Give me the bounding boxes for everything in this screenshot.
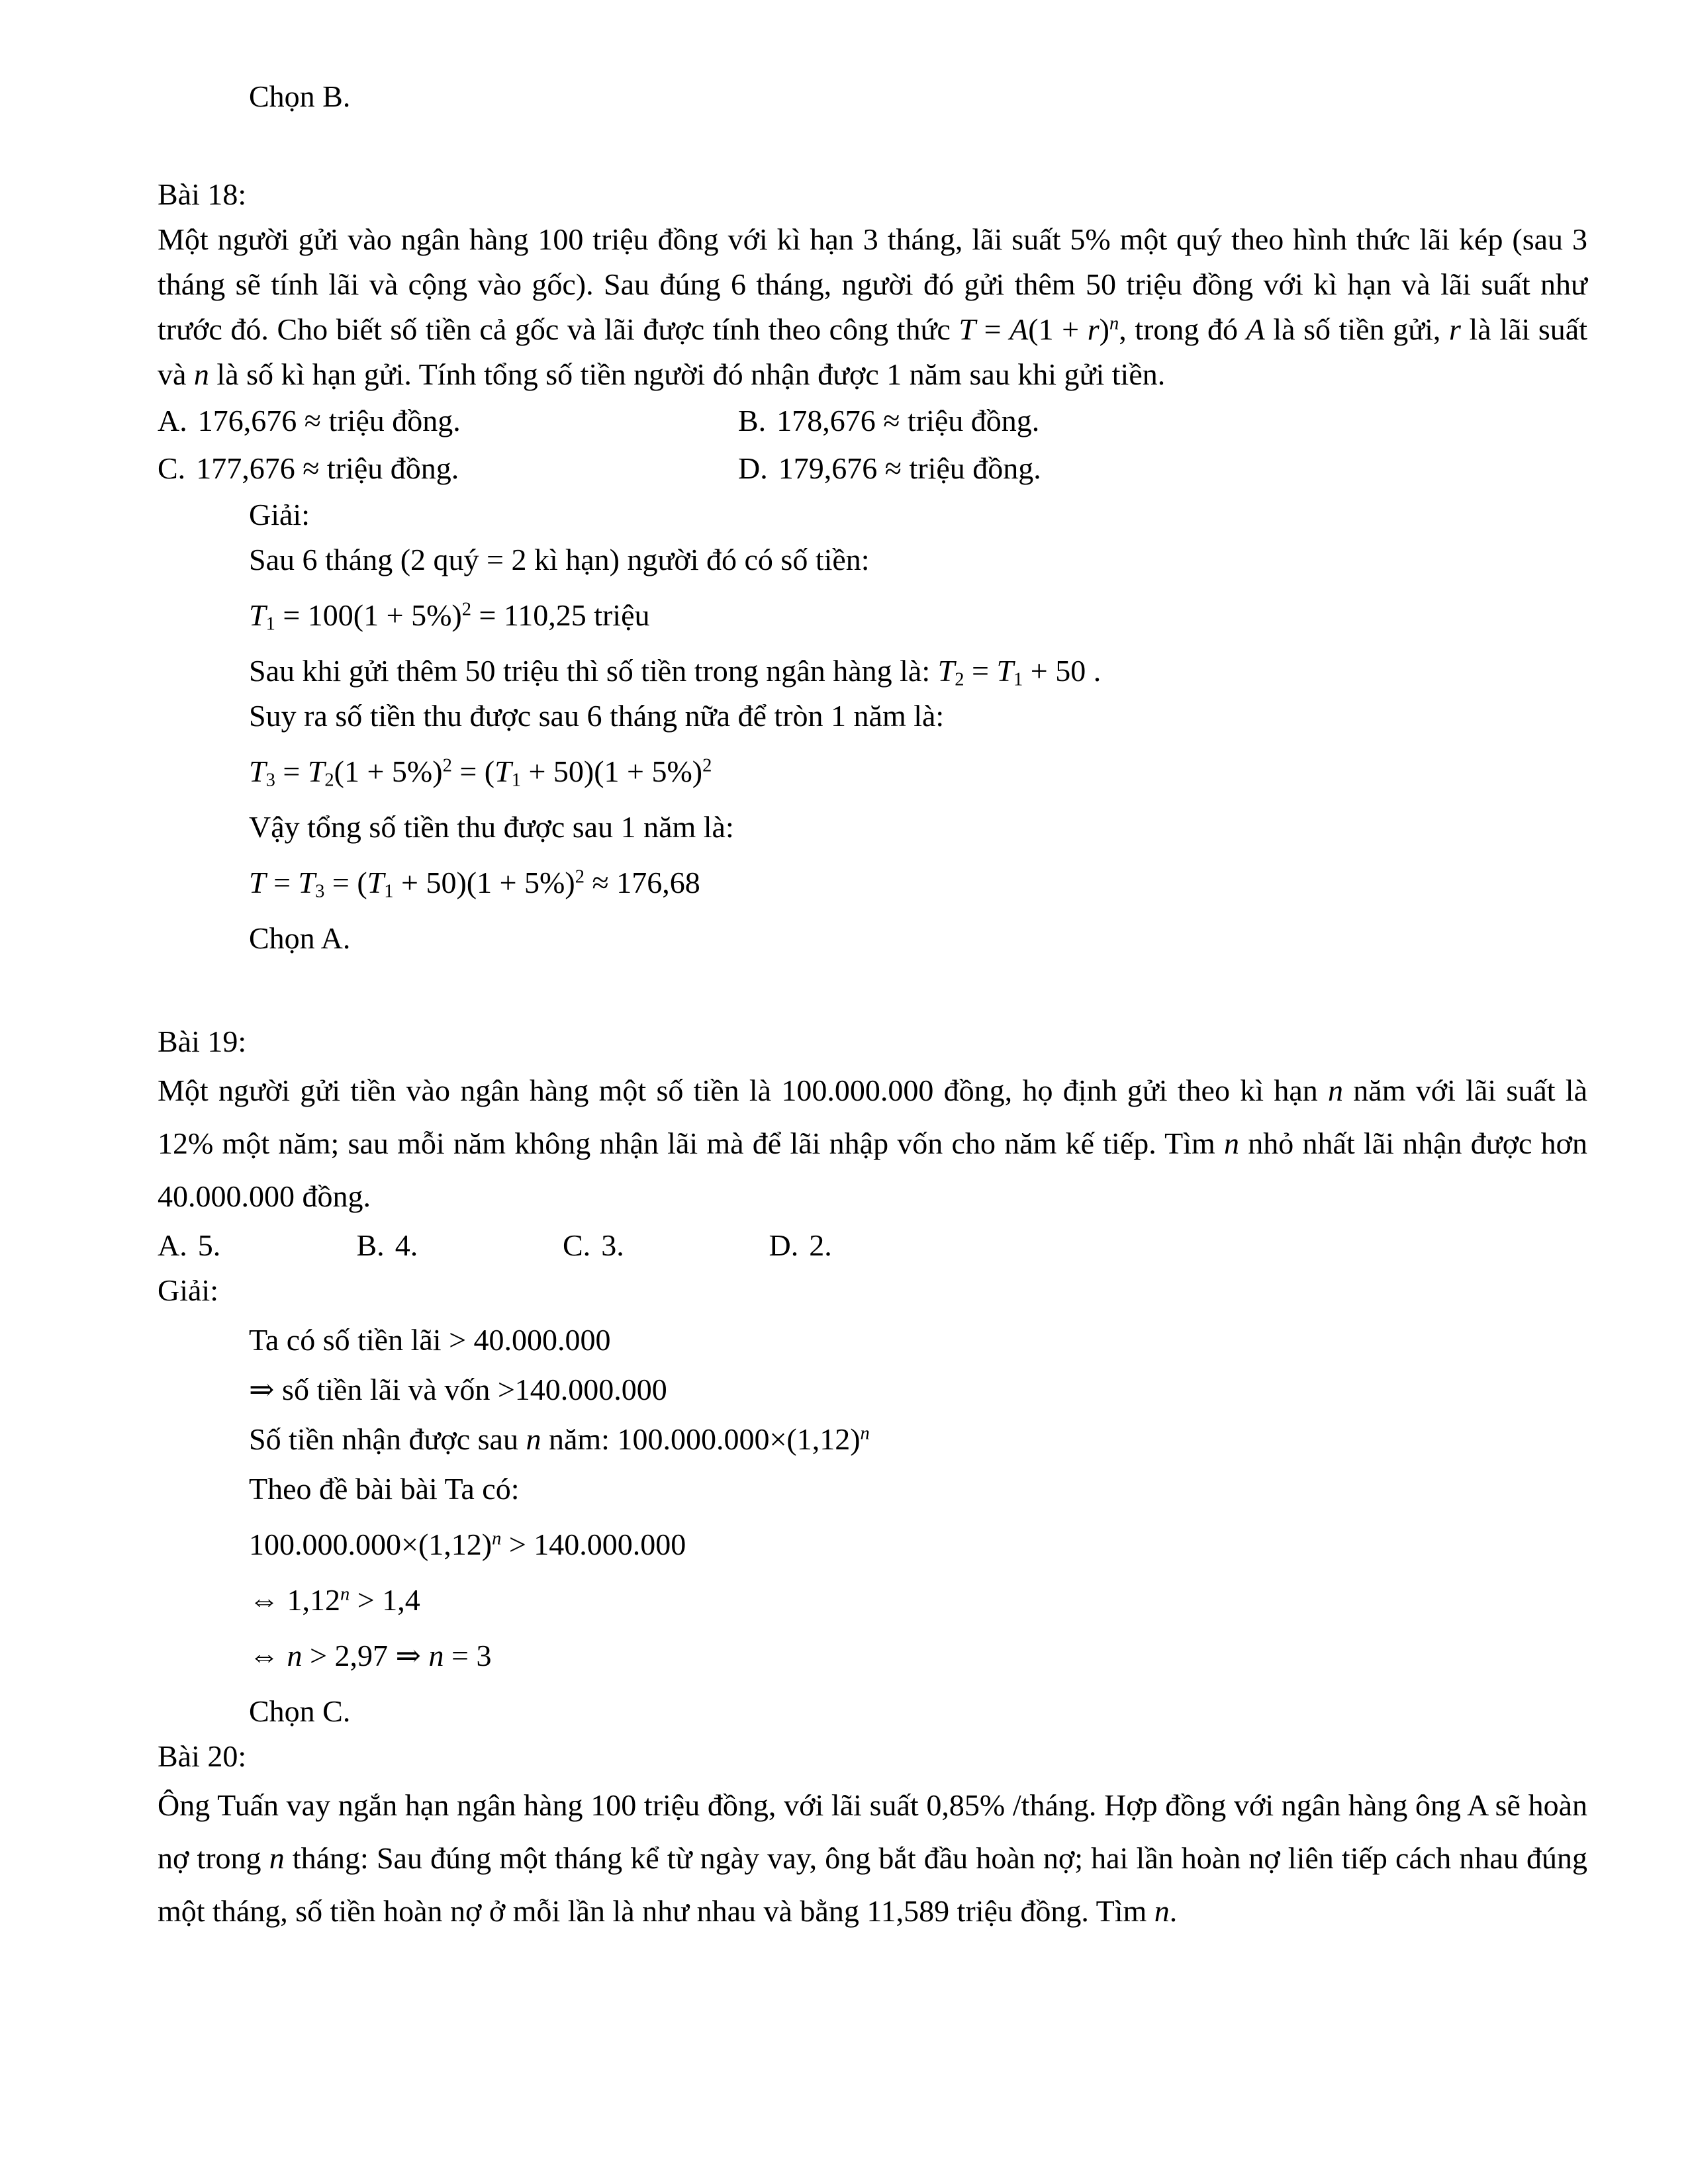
problem-18-answer: Chọn A.: [249, 921, 351, 955]
problem-18-solution-line-3: Suy ra số tiền thu được sau 6 tháng nữa để tròn 1 năm là:: [249, 699, 945, 733]
problem-18-formula-t1: $T_1 = 100(1 + 5\%)^2 = 110,25$ triệu: [249, 598, 650, 635]
problem-20-heading: Bài 20:: [158, 1739, 247, 1773]
choice-text: 3.: [601, 1228, 624, 1262]
problem-18-choice-b: [738, 398, 1587, 443]
choice-text: 177,676 ≈ triệu đồng.: [196, 451, 459, 485]
choice-text: 178,676 ≈ triệu đồng.: [776, 404, 1040, 437]
problem-19-choice-b: [357, 1223, 555, 1268]
problem-20-section: [158, 1734, 1587, 1938]
problem-19-formula-3: ⇔ n > 2,97 ⇒ n = 3: [249, 1639, 492, 1672]
choice-text: 5.: [197, 1228, 221, 1262]
problem-19-statement: Một người gửi tiền vào ngân hàng một số tiền là 100.000.000 đồng, họ định gửi theo kì hạn n năm với lãi suất là 12% một năm; sau mỗi năm không nhận lãi mà để lãi nhập vốn cho năm kế tiếp. Tìm n nhỏ nhất lãi nhận được hơn 40.000.000 đồng.: [158, 1073, 1587, 1213]
choice-label: C.: [563, 1228, 591, 1262]
choice-label: D.: [738, 451, 768, 485]
choice-text: 4.: [395, 1228, 418, 1262]
choice-label: D.: [769, 1228, 799, 1262]
problem-19-formula-1: $100.000.000\times(1,12)^n > 140.000.000$: [249, 1527, 686, 1561]
problem-19-giai-label: Giải:: [158, 1273, 218, 1307]
problem-18-heading: Bài 18:: [158, 177, 247, 211]
problem-19-choices: [158, 1223, 1587, 1268]
choice-text: 176,676 ≈ triệu đồng.: [197, 404, 461, 437]
problem-19-solution-line-1: Ta có số tiền lãi > 40.000.000: [249, 1323, 611, 1357]
problem-19-choice-a: [158, 1223, 349, 1268]
prev-answer-line: Chọn B.: [249, 79, 351, 113]
choice-text: 2.: [809, 1228, 832, 1262]
problem-18-choice-a: [158, 398, 738, 443]
choice-label: B.: [356, 1228, 385, 1262]
choice-label: C.: [158, 451, 186, 485]
problem-18-choice-c: [158, 446, 738, 491]
problem-19-section: [158, 1019, 1587, 1734]
problem-19-solution: [249, 1318, 1587, 1734]
problem-19-solution-line-2: ⇒ số tiền lãi và vốn >140.000.000: [249, 1373, 667, 1406]
problem-18-solution-line-2: Sau khi gửi thêm 50 triệu thì số tiền trong ngân hàng là: $T_2 = T_1 + 50$ .: [249, 654, 1102, 690]
problem-19-answer: Chọn C.: [249, 1694, 351, 1728]
problem-20-statement: Ông Tuấn vay ngắn hạn ngân hàng 100 triệu đồng, với lãi suất 0,85% /tháng. Hợp đồng với ngân hàng ông A sẽ hoàn nợ trong n tháng: Sau đúng một tháng kể từ ngày vay, ông bắt đầu hoàn nợ; hai lần hoàn nợ liên tiếp cách nhau đúng một tháng, số tiền hoàn nợ ở mỗi lần là như nhau và bằng 11,589 triệu đồng. Tìm n.: [158, 1788, 1587, 1928]
problem-19-heading: Bài 19:: [158, 1024, 247, 1058]
problem-19-choice-d: [769, 1223, 832, 1268]
problem-18-giai-label: Giải:: [249, 498, 310, 531]
problem-18-solution: [249, 492, 1587, 961]
problem-18-formula-final: $T = T_3 = (T_1 + 50)(1 + 5\%)^2 \approx 176,68$: [249, 866, 700, 902]
problem-18-section: [158, 172, 1587, 961]
choice-label: A.: [158, 1228, 187, 1262]
spacer: [158, 119, 1587, 172]
problem-19-solution-line-3: Số tiền nhận được sau n năm: $100.000.000\times(1,12)^n$: [249, 1422, 870, 1456]
problem-18-solution-line-4: Vậy tổng số tiền thu được sau 1 năm là:: [249, 810, 734, 844]
spacer: [158, 961, 1587, 1019]
problem-19-solution-line-4: Theo đề bài bài Ta có:: [249, 1472, 520, 1506]
problem-18-choices: [158, 398, 1587, 491]
choice-label: A.: [158, 404, 187, 437]
problem-18-choice-d: [738, 446, 1587, 491]
problem-18-formula-t3: $T_3 = T_2(1 + 5\%)^2 = (T_1 + 50)(1 + 5\%)^2$: [249, 754, 712, 791]
choice-text: 179,676 ≈ triệu đồng.: [778, 451, 1041, 485]
problem-19-choice-c: [563, 1223, 761, 1268]
problem-19-formula-2: ⇔ $1,12^n > 1,4$: [249, 1583, 420, 1617]
problem-18-statement: Một người gửi vào ngân hàng 100 triệu đồng với kì hạn 3 tháng, lãi suất 5% một quý theo hình thức lãi kép (sau 3 tháng sẽ tính lãi và cộng vào gốc). Sau đúng 6 tháng, người đó gửi thêm 50 triệu đồng với kì hạn và lãi suất như trước đó. Cho biết số tiền cả gốc và lãi được tính theo công thức $T = A(1 + r)^n$, trong đó A là số tiền gửi, r là lãi suất và n là số kì hạn gửi. Tính tổng số tiền người đó nhận được 1 năm sau khi gửi tiền.: [158, 222, 1587, 391]
choice-label: B.: [738, 404, 767, 437]
problem-18-solution-line-1: Sau 6 tháng (2 quý = 2 kì hạn) người đó có số tiền:: [249, 543, 870, 576]
